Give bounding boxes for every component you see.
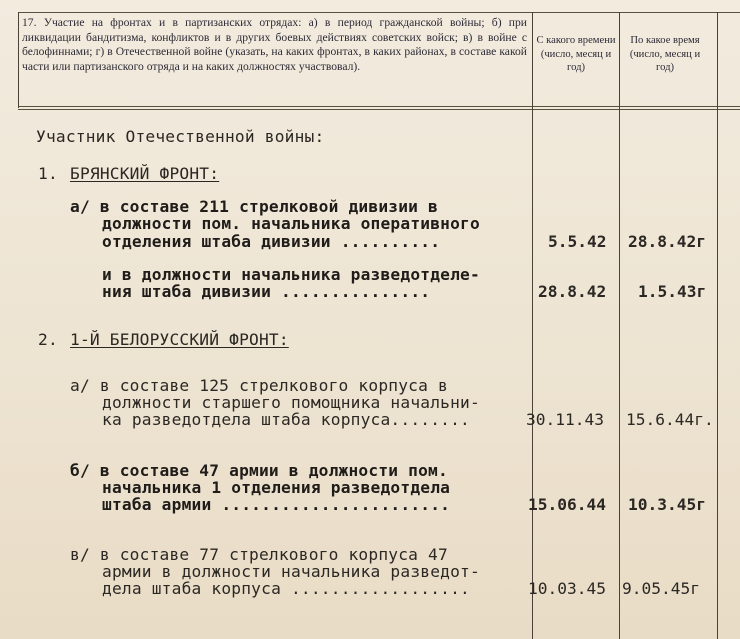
entry-1b-line-1: и в должности начальника разведотделе- <box>102 265 480 284</box>
entry-2b-line-2: начальника 1 отделения разведотдела <box>102 478 451 497</box>
column-header-from: С какого времени (число, месяц и год) <box>536 35 616 73</box>
entry-2c-line-2: армии в должности начальника разведот- <box>102 562 480 581</box>
entry-2b-to-date: 10.3.45г <box>628 495 706 514</box>
header-bottom-line <box>18 106 740 107</box>
left-border-line <box>18 12 19 108</box>
entry-1a-line-1: а/ в составе 211 стрелковой дивизии в <box>70 197 438 216</box>
section-heading: Участник Отечественной войны: <box>36 127 325 146</box>
column-divider-from <box>532 12 533 639</box>
entry-2c-line-1: в/ в составе 77 стрелкового корпуса 47 <box>70 545 448 564</box>
entry-2a-from-date: 30.11.43 <box>526 410 604 429</box>
entry-2a-line-2: должности старшего помощника начальни- <box>102 393 480 412</box>
entry-1a-to-date: 28.8.42г <box>628 232 706 251</box>
front-2-name: 1-Й БЕЛОРУССКИЙ ФРОНТ: <box>70 330 289 349</box>
header-second-line <box>18 109 740 110</box>
entry-2a-line-3: ка разведотдела штаба корпуса........ <box>102 410 470 429</box>
column-divider-to <box>619 12 620 639</box>
front-1-number: 1. <box>38 164 58 183</box>
entry-1b-line-2: ния штаба дивизии ............... <box>102 282 431 301</box>
front-1-name: БРЯНСКИЙ ФРОНТ: <box>70 164 220 183</box>
entry-1a-from-date: 5.5.42 <box>548 232 607 251</box>
column-divider-right <box>717 12 718 639</box>
form-section-17-text: 17. Участие на фронтах и в партизанских отрядах: а) в период гражданской войны; б) при ликвидации бандитизма, конфликтов и в других боевых действиях советских войск; в) в войне с белофиннами; г) в Отечественной войне (указать, на каких фронтах, в каких районах, в составе какой части или партизанского отряда и на каких должностях участвовал). <box>22 16 527 73</box>
entry-2c-line-3: дела штаба корпуса .................. <box>102 579 470 598</box>
entry-1b-to-date: 1.5.43г <box>638 282 707 301</box>
entry-2b-from-date: 15.06.44 <box>528 495 606 514</box>
entry-2c-to-date: 9.05.45г <box>622 579 700 598</box>
entry-2b-line-3: штаба армии ....................... <box>102 495 451 514</box>
entry-2b-line-1: б/ в составе 47 армии в должности пом. <box>70 461 448 480</box>
entry-1a-line-2: должности пом. начальника оперативного <box>102 214 480 233</box>
front-2-number: 2. <box>38 330 58 349</box>
entry-2c-from-date: 10.03.45 <box>528 579 606 598</box>
entry-1b-from-date: 28.8.42 <box>538 282 607 301</box>
column-header-to: По какое время (число, месяц и год) <box>629 35 701 73</box>
entry-2a-line-1: а/ в составе 125 стрелкового корпуса в <box>70 376 448 395</box>
top-border-line <box>18 12 740 13</box>
entry-2a-to-date: 15.6.44г. <box>626 410 714 429</box>
entry-1a-line-3: отделения штаба дивизии .......... <box>102 232 441 251</box>
